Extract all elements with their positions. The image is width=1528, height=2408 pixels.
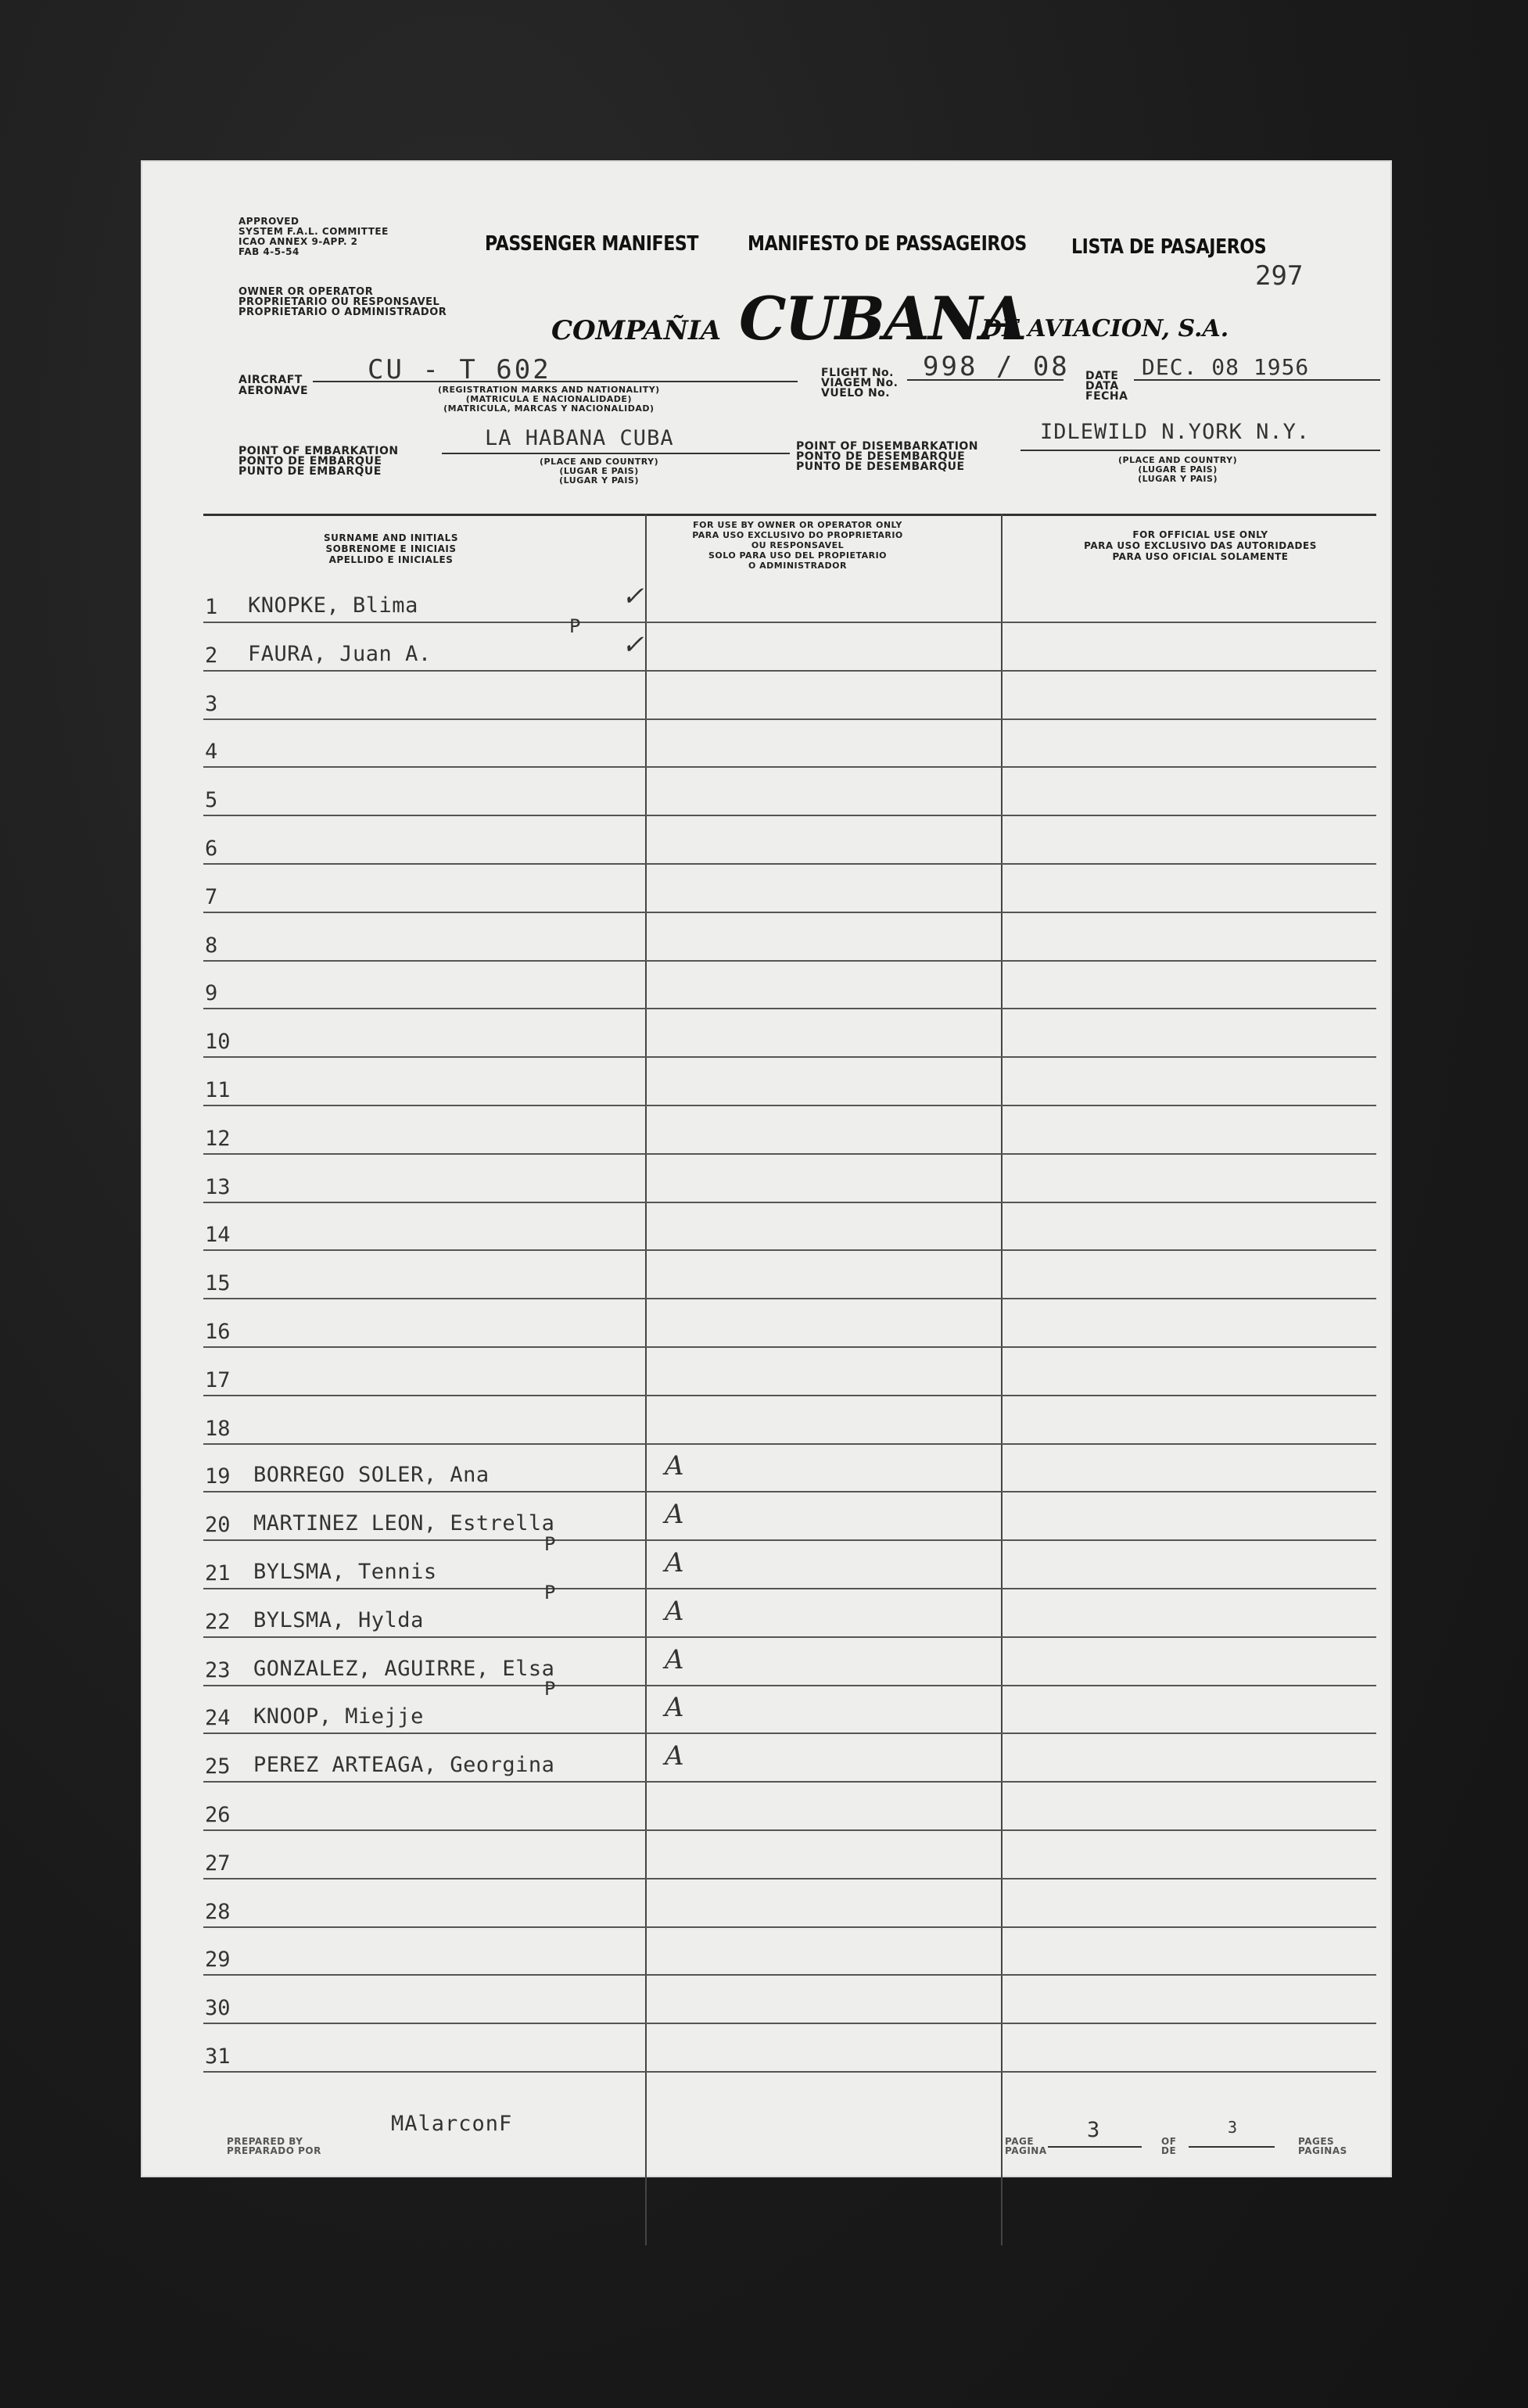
owner-check-mark: A: [665, 1450, 684, 1482]
row-number: 1: [205, 595, 218, 619]
embarkation-value: LA HABANA CUBA: [485, 426, 674, 450]
date-label-pt: DATA: [1085, 380, 1119, 392]
embarkation-label-en: POINT OF EMBARKATION: [239, 445, 399, 457]
row-rule: [203, 1539, 1376, 1541]
passenger-p-mark: P: [544, 1678, 556, 1700]
row-rule: [203, 1008, 1376, 1009]
of-value: 3: [1228, 2118, 1239, 2137]
embarkation-label-pt: PONTO DE EMBARQUE: [239, 455, 382, 468]
column-header-name: [258, 532, 524, 565]
row-number: 30: [205, 1996, 231, 2020]
aircraft-label-en: AIRCRAFT: [239, 374, 303, 386]
passenger-name: MARTINEZ LEON, Estrella: [253, 1511, 555, 1535]
row-rule: [203, 1878, 1376, 1879]
row-number: 28: [205, 1900, 231, 1924]
row-number: 16: [205, 1320, 231, 1344]
row-number: 2: [205, 643, 218, 668]
passenger-p-mark: P: [569, 615, 581, 637]
row-rule: [203, 1685, 1376, 1686]
stamp-line: ICAO ANNEX 9-APP. 2: [239, 236, 358, 247]
passenger-name: BYLSMA, Tennis: [253, 1560, 437, 1584]
title-es: LISTA DE PASAJEROS: [1071, 235, 1267, 259]
flight-label-en: FLIGHT No.: [821, 367, 894, 379]
row-rule: [203, 1926, 1376, 1928]
column-header-name-es: APELLIDO E INICIALES: [328, 554, 454, 565]
row-rule: [203, 622, 1376, 623]
column-header-owner-line: PARA USO EXCLUSIVO DO PROPRIETARIO: [692, 530, 903, 540]
row-number: 8: [205, 933, 218, 958]
row-rule: [203, 1829, 1376, 1831]
aircraft-sublabel-en: (REGISTRATION MARKS AND NATIONALITY): [438, 385, 660, 395]
row-rule: [203, 1781, 1376, 1783]
page-label: [1005, 2137, 1047, 2155]
flight-label-es: VUELO No.: [821, 387, 891, 400]
row-rule: [203, 2023, 1376, 2024]
row-number: 5: [205, 788, 218, 812]
column-header-name-pt: SOBRENOME E INICIAIS: [325, 543, 457, 554]
passenger-name: KNOPKE, Blima: [248, 593, 418, 618]
row-rule: [203, 863, 1376, 865]
flight-value: 998 / 08: [923, 351, 1070, 382]
prepared-label-en: PREPARED BY: [227, 2136, 303, 2147]
of-line: [1189, 2146, 1275, 2148]
row-number: 24: [205, 1706, 231, 1730]
row-rule: [203, 766, 1376, 768]
column-header-official-en: FOR OFFICIAL USE ONLY: [1132, 529, 1268, 540]
column-header-owner: [649, 520, 946, 571]
disembarkation-label-pt: PONTO DE DESEMBARQUE: [796, 450, 966, 463]
title-en: PASSENGER MANIFEST: [485, 232, 699, 256]
row-number: 25: [205, 1754, 231, 1779]
column-header-owner-line: OU RESPONSAVEL: [751, 540, 845, 550]
embarkation-label-es: PUNTO DE EMBARQUE: [239, 465, 382, 478]
embarkation-sublabel-pt: (LUGAR E PAIS): [559, 466, 639, 476]
disembarkation-label-en: POINT OF DISEMBARKATION: [796, 440, 979, 453]
embarkation-sublabel-en: (PLACE AND COUNTRY): [540, 457, 659, 467]
column-header-owner-line: O ADMINISTRADOR: [748, 561, 848, 571]
disembarkation-sublabel: [1118, 456, 1237, 484]
flight-label: [821, 368, 898, 399]
page-label-es: PAGINA: [1005, 2145, 1047, 2156]
row-rule: [203, 1346, 1376, 1348]
aircraft-sublabel-es: (MATRICULA, MARCAS Y NACIONALIDAD): [443, 403, 655, 414]
of-label: [1161, 2137, 1176, 2155]
pages-label-en: PAGES: [1298, 2136, 1335, 2147]
embarkation-line: [442, 453, 790, 454]
owner-check-mark: A: [665, 1644, 684, 1675]
row-rule: [203, 1249, 1376, 1251]
stamp-line: SYSTEM F.A.L. COMMITTEE: [239, 226, 389, 237]
disembarkation-value: IDLEWILD N.YORK N.Y.: [1040, 420, 1311, 444]
owner-label-en: OWNER OR OPERATOR: [239, 286, 374, 298]
disembarkation-label-es: PUNTO DE DESEMBARQUE: [796, 460, 965, 473]
column-header-official-pt: PARA USO EXCLUSIVO DAS AUTORIDADES: [1084, 540, 1317, 551]
row-number: 23: [205, 1658, 231, 1682]
row-rule: [203, 912, 1376, 913]
flight-line: [907, 379, 1064, 381]
row-rule: [203, 2071, 1376, 2073]
company-name-left: COMPAÑIA: [551, 315, 722, 346]
disembarkation-line: [1020, 450, 1380, 451]
disembarkation-sublabel-pt: (LUGAR E PAIS): [1138, 464, 1218, 475]
row-number: 11: [205, 1078, 231, 1102]
row-number: 29: [205, 1948, 231, 1972]
row-number: 7: [205, 885, 218, 909]
aircraft-label-pt: AERONAVE: [239, 385, 309, 397]
row-number: 3: [205, 692, 218, 716]
row-rule: [203, 1491, 1376, 1492]
row-rule: [203, 1395, 1376, 1396]
embarkation-sublabel: [540, 457, 658, 486]
row-number: 12: [205, 1127, 231, 1151]
row-rule: [203, 1974, 1376, 1976]
row-number: 14: [205, 1223, 231, 1247]
row-rule: [203, 1733, 1376, 1734]
row-number: 19: [205, 1464, 231, 1489]
disembarkation-sublabel-es: (LUGAR Y PAIS): [1138, 474, 1218, 484]
column-header-official-es: PARA USO OFICIAL SOLAMENTE: [1112, 551, 1289, 562]
aircraft-line: [313, 381, 798, 382]
table-top-rule: [203, 514, 1376, 516]
passenger-name: GONZALEZ, AGUIRRE, Elsa: [253, 1657, 555, 1681]
page-line: [1048, 2146, 1142, 2148]
owner-label-es: PROPRIETARIO O ADMINISTRADOR: [239, 306, 447, 318]
row-rule: [203, 815, 1376, 816]
row-rule: [203, 1153, 1376, 1155]
owner-check-mark: ✓: [622, 629, 644, 661]
of-label-en: OF: [1161, 2136, 1177, 2147]
column-header-official: [1017, 529, 1384, 562]
row-number: 26: [205, 1803, 231, 1827]
row-number: 21: [205, 1561, 231, 1586]
row-number: 6: [205, 837, 218, 861]
page-label-en: PAGE: [1005, 2136, 1035, 2147]
pages-label: [1298, 2137, 1347, 2155]
approval-stamp: [239, 217, 389, 257]
date-label-en: DATE: [1085, 370, 1119, 382]
column-header-owner-line: FOR USE BY OWNER OR OPERATOR ONLY: [693, 520, 902, 530]
prepared-by-value: MAlarconF: [391, 2112, 513, 2136]
flight-label-pt: VIAGEM No.: [821, 377, 899, 389]
aircraft-label: [239, 374, 308, 396]
row-number: 17: [205, 1368, 231, 1392]
row-number: 18: [205, 1417, 231, 1441]
owner-label-pt: PROPRIETARIO OU RESPONSAVEL: [239, 296, 440, 308]
row-number: 9: [205, 981, 218, 1005]
owner-check-mark: A: [665, 1547, 684, 1578]
date-value: DEC. 08 1956: [1142, 354, 1310, 380]
stamp-line: APPROVED: [239, 216, 300, 227]
passenger-p-mark: P: [544, 1582, 556, 1604]
row-rule: [203, 1636, 1376, 1638]
row-rule: [203, 670, 1376, 672]
passenger-name: FAURA, Juan A.: [248, 642, 432, 666]
row-rule: [203, 1105, 1376, 1106]
stamp-line: FAB 4-5-54: [239, 246, 300, 257]
row-number: 13: [205, 1175, 231, 1199]
disembarkation-sublabel-en: (PLACE AND COUNTRY): [1118, 455, 1238, 465]
aircraft-sublabel-pt: (MATRICULA E NACIONALIDADE): [465, 394, 632, 404]
row-number: 4: [205, 740, 218, 764]
company-name-right: DE AVIACION, S.A.: [981, 315, 1229, 342]
passenger-name: BYLSMA, Hylda: [253, 1608, 424, 1632]
embarkation-sublabel-es: (LUGAR Y PAIS): [559, 475, 639, 486]
owner-check-mark: A: [665, 1740, 684, 1772]
of-label-es: DE: [1161, 2145, 1177, 2156]
owner-check-mark: A: [665, 1499, 684, 1530]
passenger-p-mark: P: [544, 1533, 556, 1555]
date-line: [1134, 379, 1380, 381]
owner-check-mark: A: [665, 1692, 684, 1723]
passenger-name: KNOOP, Miejje: [253, 1704, 424, 1729]
prepared-label-es: PREPARADO POR: [227, 2145, 321, 2156]
row-number: 22: [205, 1610, 231, 1634]
owner-check-mark: ✓: [622, 581, 644, 612]
passenger-name: PEREZ ARTEAGA, Georgina: [253, 1753, 555, 1777]
owner-label: [239, 287, 447, 317]
row-rule: [203, 1588, 1376, 1589]
column-divider-left: [645, 514, 647, 2245]
row-number: 20: [205, 1513, 231, 1537]
date-label-es: FECHA: [1085, 390, 1128, 403]
column-header-name-en: SURNAME AND INITIALS: [324, 532, 458, 543]
embarkation-label: [239, 446, 399, 477]
row-rule: [203, 718, 1376, 720]
sheet-number: 297: [1255, 260, 1304, 292]
column-divider-right: [1001, 514, 1003, 2245]
row-number: 10: [205, 1030, 231, 1054]
owner-check-mark: A: [665, 1596, 684, 1627]
row-number: 31: [205, 2044, 231, 2069]
row-rule: [203, 960, 1376, 962]
column-header-owner-line: SOLO PARA USO DEL PROPIETARIO: [708, 550, 888, 561]
disembarkation-label: [796, 442, 978, 472]
aircraft-value: CU - T 602: [368, 354, 551, 385]
aircraft-sublabel: [438, 385, 660, 414]
title-pt: MANIFESTO DE PASSAGEIROS: [748, 232, 1027, 256]
page-value: 3: [1087, 2118, 1101, 2142]
row-rule: [203, 1202, 1376, 1203]
manifest-sheet: [141, 160, 1392, 2177]
row-rule: [203, 1056, 1376, 1058]
company-logo: CUBANA: [739, 284, 1026, 353]
pages-label-es: PAGINAS: [1298, 2145, 1347, 2156]
passenger-name: BORREGO SOLER, Ana: [253, 1463, 490, 1487]
date-label: [1085, 371, 1128, 402]
row-rule: [203, 1443, 1376, 1445]
row-number: 15: [205, 1271, 231, 1295]
row-rule: [203, 1298, 1376, 1299]
row-number: 27: [205, 1851, 231, 1876]
prepared-by-label: [227, 2137, 321, 2155]
